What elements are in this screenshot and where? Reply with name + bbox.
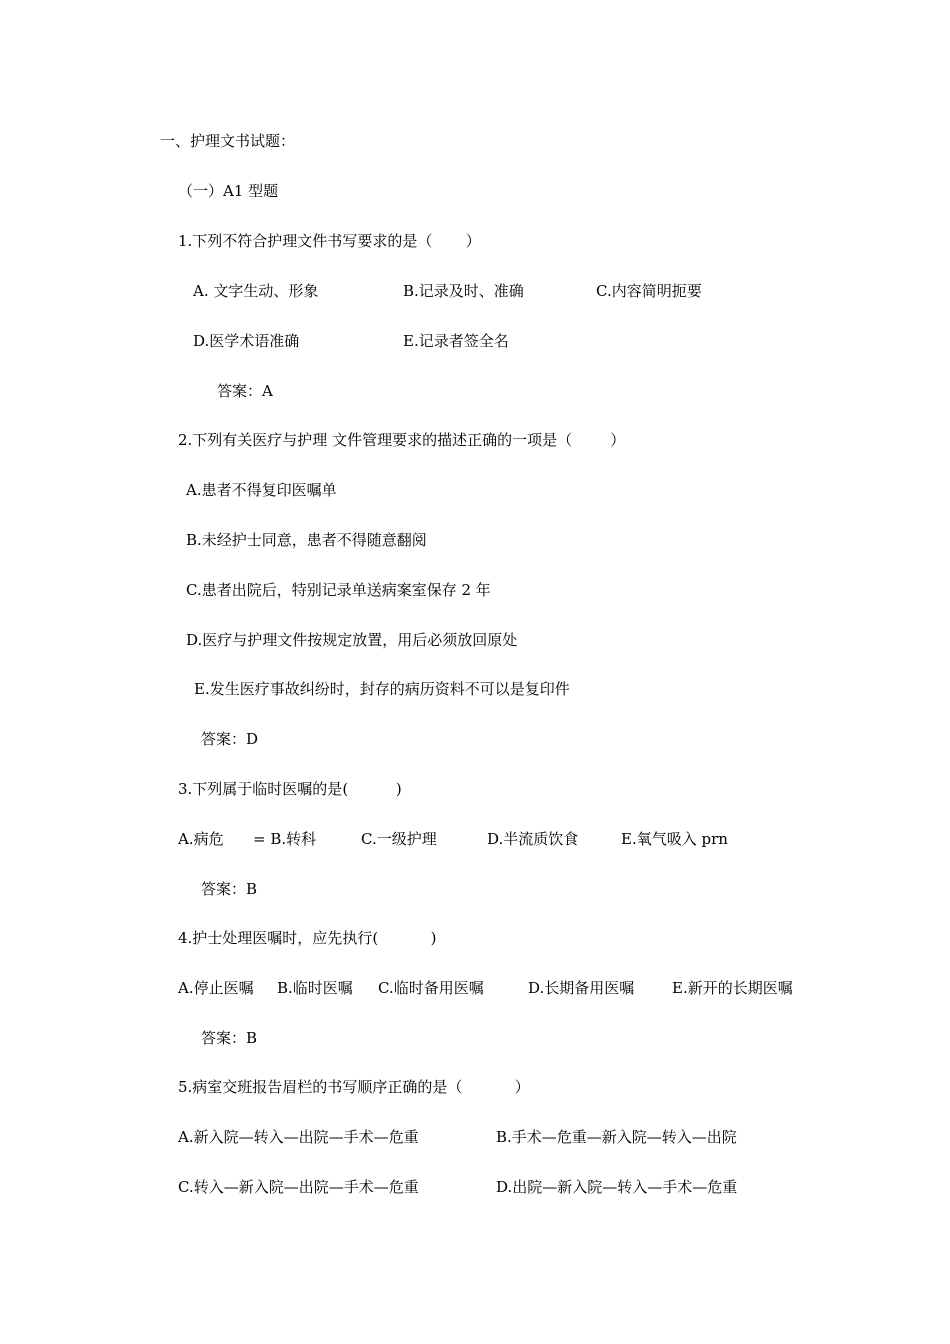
question-1-option-e: E.记录者签全名 [403,332,509,350]
question-4-option-c: C.临时备用医嘱 [378,979,484,997]
question-2-option-b: B.未经护士同意，患者不得随意翻阅 [186,531,427,549]
question-5-stem: 5.病室交班报告眉栏的书写顺序正确的是（ ） [178,1078,530,1096]
question-5-option-a: A.新入院—转入—出院—手术—危重 [178,1128,419,1146]
question-5-option-c: C.转入—新入院—出院—手术—危重 [178,1178,419,1196]
question-2-option-d: D.医疗与护理文件按规定放置，用后必须放回原处 [186,631,518,649]
question-3-option-d: D.半流质饮食 [487,830,579,848]
question-1-option-b: B.记录及时、准确 [403,282,524,300]
question-3-option-b: = B.转科 [253,830,317,848]
question-4-option-d: D.长期备用医嘱 [528,979,635,997]
question-3-option-a: A.病危 [178,830,224,848]
question-4-option-b: B.临时医嘱 [277,979,353,997]
question-2-option-c: C.患者出院后，特别记录单送病案室保存 2 年 [186,581,491,599]
question-1-answer: 答案：A [217,382,273,400]
question-1-option-c: C.内容简明扼要 [596,282,702,300]
question-3-option-e: E.氧气吸入 prn [621,830,728,848]
question-1-option-d: D.医学术语准确 [193,332,300,350]
question-2-option-a: A.患者不得复印医嘱单 [186,481,337,499]
question-2-option-e: E.发生医疗事故纠纷时，封存的病历资料不可以是复印件 [194,680,570,698]
question-4-answer: 答案：B [201,1029,258,1047]
question-4-option-e: E.新开的长期医嘱 [672,979,793,997]
question-4-option-a: A.停止医嘱 [178,979,254,997]
question-2-answer: 答案：D [201,730,259,748]
question-3-option-c: C.一级护理 [361,830,437,848]
question-5-option-b: B.手术—危重—新入院—转入—出院 [496,1128,737,1146]
section-title: 一、护理文书试题： [160,132,296,150]
question-5-option-d: D.出院—新入院—转入—手术—危重 [496,1178,738,1196]
question-3-stem: 3.下列属于临时医嘱的是( ) [178,780,402,798]
question-3-answer: 答案：B [201,880,258,898]
question-2-stem: 2.下列有关医疗与护理 文件管理要求的描述正确的一项是（ ） [178,431,626,449]
question-4-stem: 4.护士处理医嘱时，应先执行( ) [178,929,437,947]
question-1-stem: 1.下列不符合护理文件书写要求的是（ ） [178,232,481,250]
subsection-title: （一）A1 型题 [178,182,279,200]
question-1-option-a: A. 文字生动、形象 [193,282,319,300]
